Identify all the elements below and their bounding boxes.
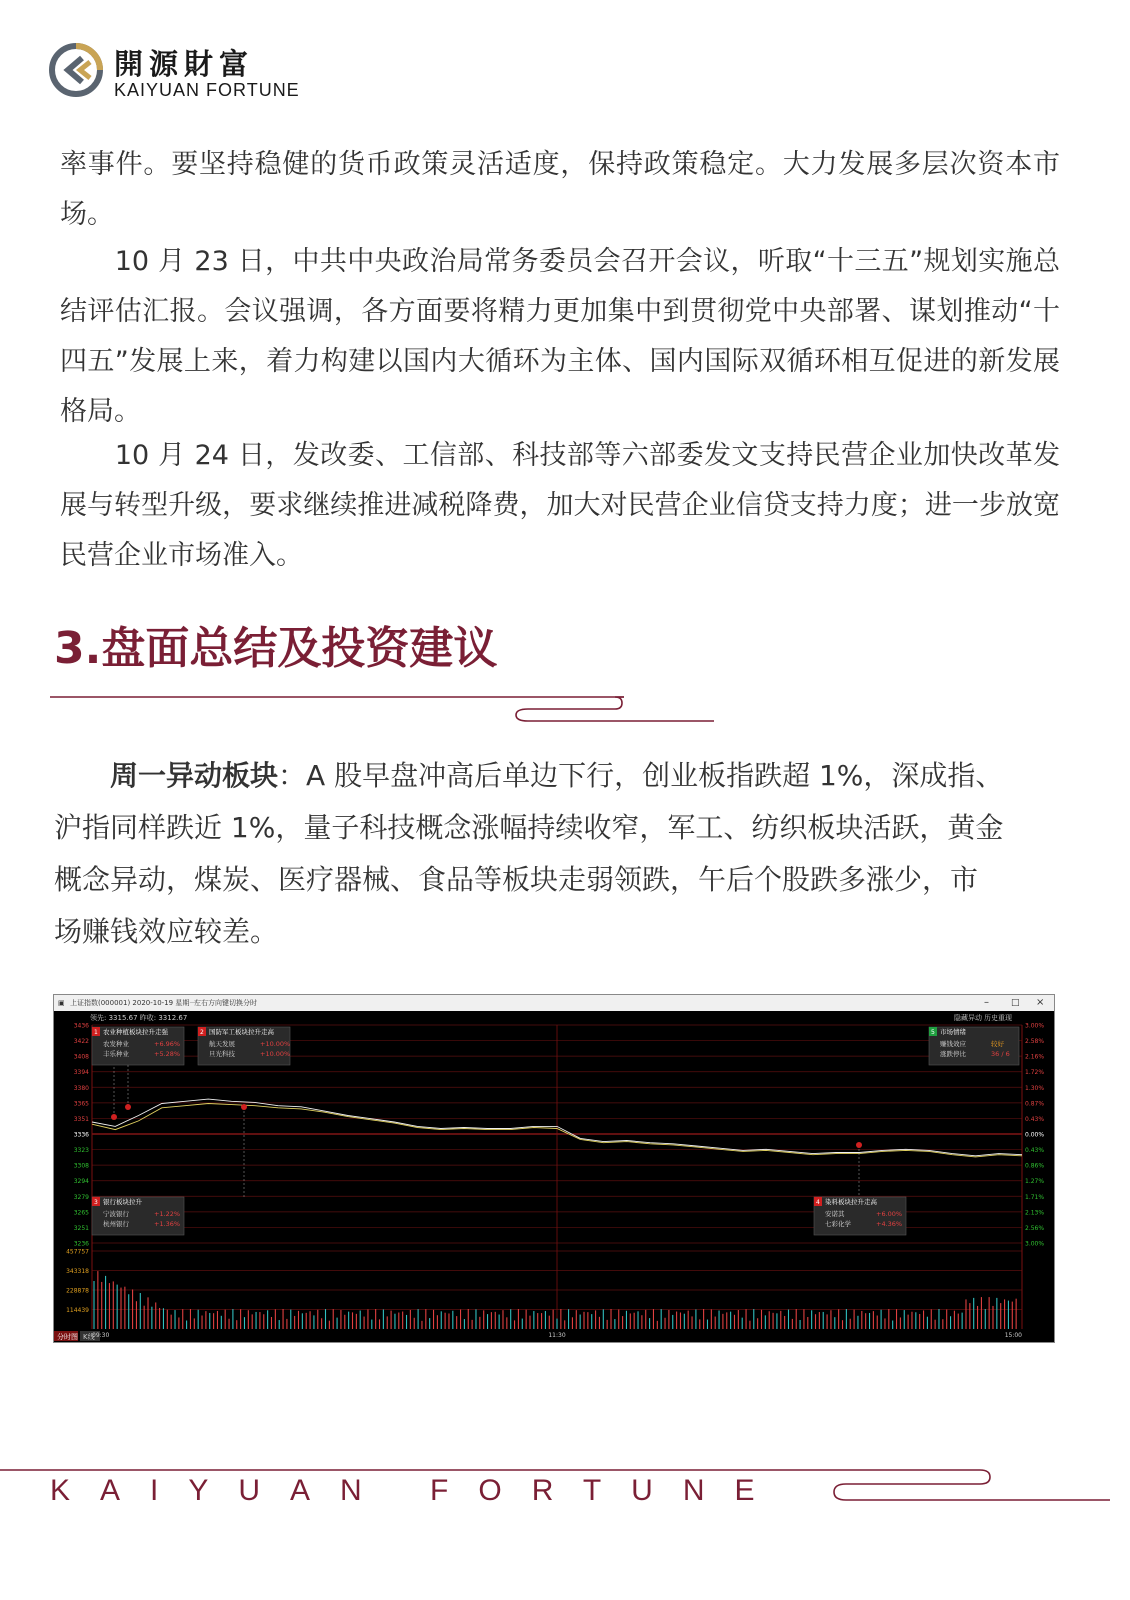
chart-event-marker xyxy=(856,1142,862,1148)
price-tick-label: 3236 xyxy=(73,1240,89,1248)
chart-hint: 左右方向键切换分时 xyxy=(194,999,257,1007)
price-tick-label: 3294 xyxy=(73,1178,89,1186)
percent-tick-label: 1.27% xyxy=(1025,1178,1045,1186)
summary-text: ：A 股早盘冲高后单边下行，创业板指跌超 1%，深成指、沪指同样跌近 1%，量子科技概念涨幅持续收窄，军工、纺织板块活跃，黄金概念异动，煤炭、医疗器械、食品等板块走弱领跌，午后个股跌多涨少，市场赚钱效应较差。 xyxy=(54,759,1004,948)
company-logo xyxy=(48,38,300,102)
callout-stock-change: +1.36% xyxy=(154,1220,181,1228)
logo-english-name: KAIYUAN FORTUNE xyxy=(114,80,300,100)
callout-title: 银行板块拉升 xyxy=(103,1198,142,1206)
price-tick-label: 3265 xyxy=(73,1209,89,1217)
callout-stock-name: 旦光科技 xyxy=(209,1050,235,1058)
market-summary xyxy=(54,750,1004,958)
chart-event-marker xyxy=(111,1114,117,1120)
chart-window-title: 上证指数(000001) 2020-10-19 星期一 xyxy=(70,999,197,1007)
callout-stock-change: +4.36% xyxy=(876,1220,903,1228)
callout-stock-change: +1.22% xyxy=(154,1210,181,1218)
intraday-chart-window xyxy=(53,994,1055,1343)
chart-plot xyxy=(54,1011,1054,1342)
percent-tick-label: 2.16% xyxy=(1025,1053,1045,1061)
hide-alerts-button[interactable]: 隐藏异动 xyxy=(954,1014,982,1022)
callout-stock-change: +6.00% xyxy=(876,1210,903,1218)
callout-stock-change: 较好 xyxy=(991,1040,1004,1048)
price-tick-label: 3279 xyxy=(73,1193,89,1201)
paragraph-2: 10 月 23 日，中共中央政治局常务委员会召开会议，听取“十三五”规划实施总结评估汇报。会议强调，各方面要将精力更加集中到贯彻党中央部署、谋划推动“十四五”发展上来，着力构建以国内大循环为主体、国内国际双循环相互促进的新发展格局。 xyxy=(60,246,1060,427)
callout-stock-name: 涨跌停比 xyxy=(940,1050,966,1058)
volume-tick-label: 228878 xyxy=(66,1287,89,1295)
callout-stock-change: +5.28% xyxy=(154,1050,181,1058)
percent-tick-label: 3.00% xyxy=(1025,1022,1045,1030)
chart-event-marker xyxy=(241,1104,247,1110)
callout-stock-name: 航天发展 xyxy=(209,1040,235,1048)
callout-title: 市场情绪 xyxy=(940,1028,966,1036)
callout-stock-name: 七彩化学 xyxy=(825,1220,851,1228)
time-tick-label: 11:30 xyxy=(548,1332,566,1339)
callout-marker-number: 4 xyxy=(816,1199,820,1206)
callout-marker-number: 2 xyxy=(200,1029,204,1036)
percent-tick-label: 1.72% xyxy=(1025,1069,1045,1077)
percent-tick-label: 1.71% xyxy=(1025,1193,1045,1201)
callout-stock-change: +10.00% xyxy=(260,1050,291,1058)
paragraph-3: 10 月 24 日，发改委、工信部、科技部等六部委发文支持民营企业加快改革发展与转型升级，要求继续推进减税降费，加大对民营企业信贷支持力度；进一步放宽民营企业市场准入。 xyxy=(60,440,1060,571)
price-tick-label: 3394 xyxy=(73,1069,89,1077)
summary-label: 周一异动板块 xyxy=(110,759,279,792)
price-tick-label: 3408 xyxy=(73,1053,89,1061)
callout-title: 染料板块拉升走高 xyxy=(825,1198,877,1206)
tab-kline-label: K线 xyxy=(83,1333,95,1341)
section-title: 3.盘面总结及投资建议 xyxy=(54,623,498,674)
price-tick-label: 3336 xyxy=(73,1131,89,1139)
tab-intraday-label: 分时图 xyxy=(57,1333,78,1341)
price-tick-label: 3436 xyxy=(73,1022,89,1030)
callout-marker-number: 1 xyxy=(94,1029,98,1036)
callout-title: 农业种植板块拉升走强 xyxy=(103,1028,168,1036)
callout-stock-change: +10.00% xyxy=(260,1040,291,1048)
percent-tick-label: 0.87% xyxy=(1025,1100,1045,1108)
callout-stock-name: 丰乐种业 xyxy=(103,1050,129,1058)
time-tick-label: 15:00 xyxy=(1004,1332,1022,1339)
percent-tick-label: 2.13% xyxy=(1025,1209,1045,1217)
callout-marker-number: 3 xyxy=(94,1199,98,1206)
volume-tick-label: 343318 xyxy=(66,1268,89,1275)
callout-stock-name: 宁波银行 xyxy=(103,1210,129,1218)
close-icon[interactable]: × xyxy=(1036,997,1045,1008)
footer-brand: KAIYUAN FORTUNE xyxy=(50,1474,785,1507)
callout-stock-name: 农发种业 xyxy=(103,1040,129,1048)
history-replay-button[interactable]: 历史重现 xyxy=(984,1014,1012,1022)
percent-tick-label: 0.43% xyxy=(1025,1115,1045,1123)
volume-tick-label: 114439 xyxy=(66,1307,89,1314)
app-icon: ▣ xyxy=(58,999,65,1007)
price-tick-label: 3422 xyxy=(73,1038,89,1046)
callout-title: 国防军工板块拉升走高 xyxy=(209,1028,274,1036)
callout-stock-name: 杭州银行 xyxy=(103,1220,129,1228)
chart-titlebar xyxy=(54,995,1054,1011)
section-divider xyxy=(50,690,730,730)
callout-stock-change: 36 / 6 xyxy=(991,1050,1010,1058)
logo-chinese-name: 開源財富 xyxy=(114,47,255,81)
percent-tick-label: 2.56% xyxy=(1025,1224,1045,1232)
price-tick-label: 3308 xyxy=(73,1162,89,1170)
callout-marker-number: 5 xyxy=(931,1029,935,1036)
callout-stock-name: 赚钱效应 xyxy=(940,1040,966,1048)
percent-tick-label: 0.43% xyxy=(1025,1147,1045,1155)
time-tick-label: 09:30 xyxy=(92,1332,110,1339)
paragraph-1: 率事件。要坚持稳健的货币政策灵活适度，保持政策稳定。大力发展多层次资本市场。 xyxy=(60,149,1060,230)
percent-tick-label: 3.00% xyxy=(1025,1240,1045,1248)
maximize-icon[interactable]: □ xyxy=(1011,998,1020,1008)
kaiyuan-logo-icon xyxy=(48,42,104,98)
percent-tick-label: 2.58% xyxy=(1025,1038,1045,1046)
price-tick-label: 3365 xyxy=(73,1100,89,1108)
percent-tick-label: 0.86% xyxy=(1025,1162,1045,1170)
percent-tick-label: 1.30% xyxy=(1025,1084,1045,1092)
price-tick-label: 3380 xyxy=(73,1084,89,1092)
chart-info: 领先: 3315.67 昨收: 3312.67 xyxy=(90,1014,188,1022)
minimize-icon[interactable]: – xyxy=(984,997,989,1008)
callout-stock-name: 安诺其 xyxy=(825,1210,845,1218)
price-tick-label: 3351 xyxy=(73,1115,89,1123)
percent-tick-label: 0.00% xyxy=(1025,1131,1045,1139)
chart-event-marker xyxy=(125,1104,131,1110)
price-tick-label: 3323 xyxy=(73,1147,89,1155)
volume-tick-label: 457757 xyxy=(66,1248,89,1256)
price-tick-label: 3251 xyxy=(73,1224,89,1232)
callout-stock-change: +6.96% xyxy=(154,1040,181,1048)
